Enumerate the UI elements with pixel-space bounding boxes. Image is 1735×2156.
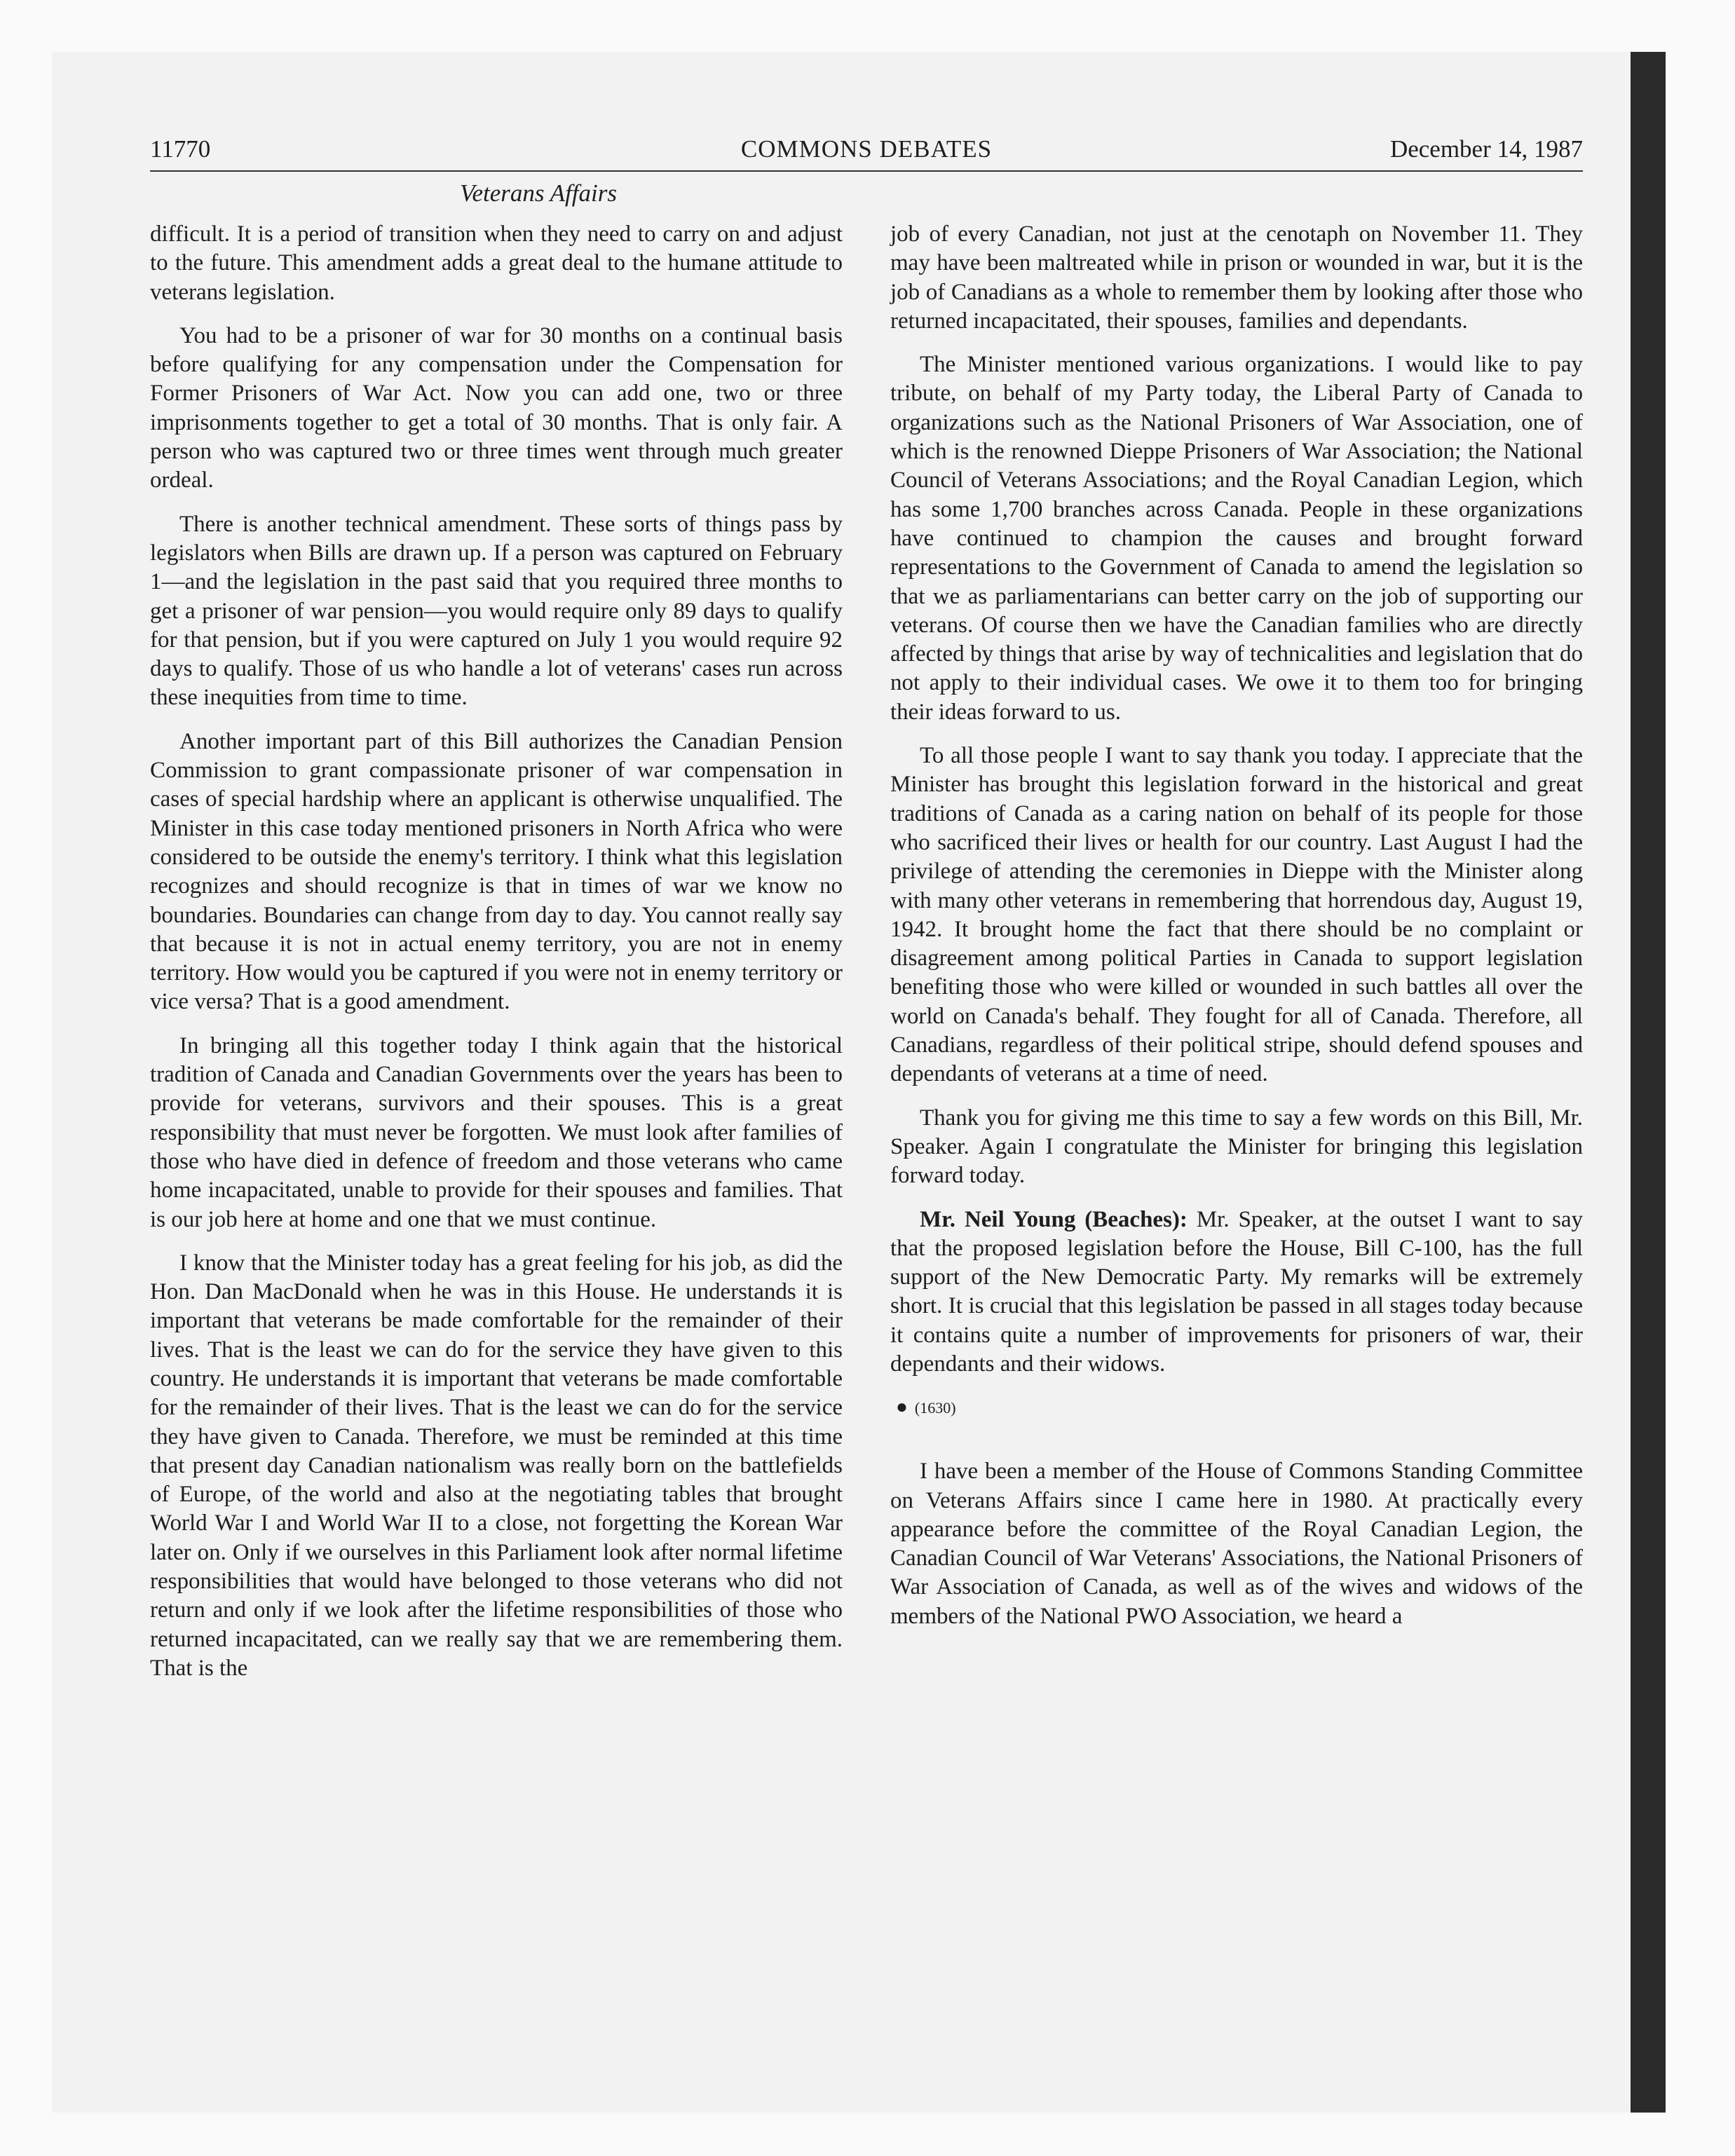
right-column bbox=[890, 177, 1583, 1646]
page-header bbox=[150, 133, 1583, 165]
paragraph: Another important part of this Bill authorizes the Canadian Pension Commission to grant compassionate prisoner of war compensation in cases of special hardship where an applicant is otherwise unqualified. The Minister in this case today mentioned prisoners in North Africa who were considered to be outside the enemy's territory. I think what this legislation recognizes and should recognize is that in times of war we know no boundaries. Boundaries can change from day to day. You cannot really say that because it is not in actual enemy territory, you are not in enemy territory. How would you be captured if you were not in enemy territory or vice versa? That is a good amendment. bbox=[150, 728, 843, 1015]
document-page bbox=[150, 133, 1583, 1681]
paragraph: difficult. It is a period of transition when they need to carry on and adjust to the future. This amendment adds a great deal to the humane attitude to veterans legislation. bbox=[150, 221, 843, 305]
paragraph: I have been a member of the House of Commons Standing Committee on Veterans Affairs since I came here in 1980. At practically every appearance before the committee of the Royal Canadian Legion, the Canadian Council of War Veterans' Associations, the National Prisoners of War Association of Canada, as well as of the wives and widows of the members of the National PWO Association, we heard a bbox=[890, 1459, 1583, 1629]
speaker-name: Mr. Neil Young (Beaches): bbox=[920, 1206, 1188, 1232]
bullet-icon: ● bbox=[896, 1396, 908, 1419]
section-subject: Veterans Affairs bbox=[460, 179, 617, 207]
page-date: December 14, 1987 bbox=[1389, 135, 1583, 163]
paragraph: To all those people I want to say thank you today. I appreciate that the Minister has brought this legislation forward in the historical and great traditions of Canada as a caring nation on behalf of its people for those who sacrificed their lives or health for our country. Last August I had the privilege of attending the ceremonies in Dieppe with the Minister along with many other veterans in remembering that horrendous day, August 19, 1942. It brought home the fact that there should be no complaint or disagreement among political Parties in Canada to support legislation benefiting those who were killed or wounded in such battles all over the world on Canada's behalf. They fought for all of Canada. Therefore, all Canadians, regardless of their political stripe, should defend spouses and dependants of veterans at a time of need. bbox=[890, 743, 1583, 1087]
paragraph: Thank you for giving me this time to say a few words on this Bill, Mr. Speaker. Again I congratulate the Minister for bringing this legislation forward today. bbox=[890, 1105, 1583, 1189]
speech-text: Mr. Speaker, at the outset I want to say that the proposed legislation before the House, Bill C-100, has the full support of the New Democratic Party. My remarks will be extremely short. It is crucial that this legislation be passed in all stages today because it contains quite a number of improvements for prisoners of war, their dependants and their widows. bbox=[890, 1206, 1583, 1377]
paragraph: The Minister mentioned various organizations. I would like to pay tribute, on behalf of my Party today, the Liberal Party of Canada to organizations such as the National Prisoners of War Association, one of which is the renowned Dieppe Prisoners of War Association; the National Council of Veterans Associations; and the Royal Canadian Legion, which has some 1,700 branches across Canada. People in these organizations have continued to champion the causes and brought forward representations to the Government of Canada to amend the legislation so that we as parliamentarians can better carry on the job of supporting our veterans. Of course then we have the Canadian families who are directly affected by things that arise by way of technicalities and legislation that do not apply to their individual cases. We owe it to them too for bringing their ideas forward to us. bbox=[890, 352, 1583, 725]
time-marker bbox=[896, 1393, 1583, 1422]
publication-title: COMMONS DEBATES bbox=[740, 135, 993, 163]
left-column bbox=[150, 177, 843, 1698]
paragraph: job of every Canadian, not just at the cenotaph on November 11. They may have been maltreated while in prison or wounded in war, but it is the job of Canadians as a whole to remember them by looking after those who returned incapacitated, their spouses, families and dependants. bbox=[890, 221, 1583, 334]
scan-edge-shadow bbox=[1631, 52, 1666, 2113]
speech-paragraph bbox=[890, 1206, 1583, 1379]
header-rule bbox=[150, 170, 1583, 172]
paragraph: There is another technical amendment. These sorts of things pass by legislators when Bills are drawn up. If a person was captured on February 1—and the legislation in the past said that you required three months to get a prisoner of war pension—you would require only 89 days to qualify for that pension, but if you were captured on July 1 you would require 92 days to qualify. Those of us who handle a lot of veterans' cases run across these inequities from time to time. bbox=[150, 511, 843, 711]
time-marker-text: (1630) bbox=[914, 1399, 956, 1417]
paragraph: In bringing all this together today I think again that the historical tradition of Canada and Canadian Governments over the years has been to provide for veterans, survivors and their spouses. This is a great responsibility that must never be forgotten. We must look after families of those who have died in defence of freedom and those veterans who came home incapacitated, unable to provide for their spouses and families. That is our job here at home and one that we must continue. bbox=[150, 1032, 843, 1232]
page-number: 11770 bbox=[150, 135, 211, 163]
paragraph: You had to be a prisoner of war for 30 months on a continual basis before qualifying for any compensation under the Compensation for Former Prisoners of War Act. Now you can add one, two or three imprisonments together to get a total of 30 months. That is only fair. A person who was captured two or three times went through much greater ordeal. bbox=[150, 322, 843, 493]
paragraph: I know that the Minister today has a great feeling for his job, as did the Hon. Dan MacDonald when he was in this House. He understands it is important that veterans be made comfortable for the remainder of their lives. That is the least we can do for the service they have given to this country. He understands it is important that veterans be made comfortable for the remainder of their lives. That is the least we can do for the service they have given to Canada. Therefore, we must be reminded at this time that present day Canadian nationalism was really born on the battlefields of Europe, of the world and also at the negotiating tables that brought World War I and World War II to a close, not forgetting the Korean War later on. Only if we ourselves in this Parliament look after normal lifetime responsibilities that would have belonged to those veterans who did not return and only if we look after the lifetime responsibilities of those who returned incapacitated, can we really say that we are remembering them. That is the bbox=[150, 1250, 843, 1681]
column-spacer bbox=[890, 177, 1583, 220]
